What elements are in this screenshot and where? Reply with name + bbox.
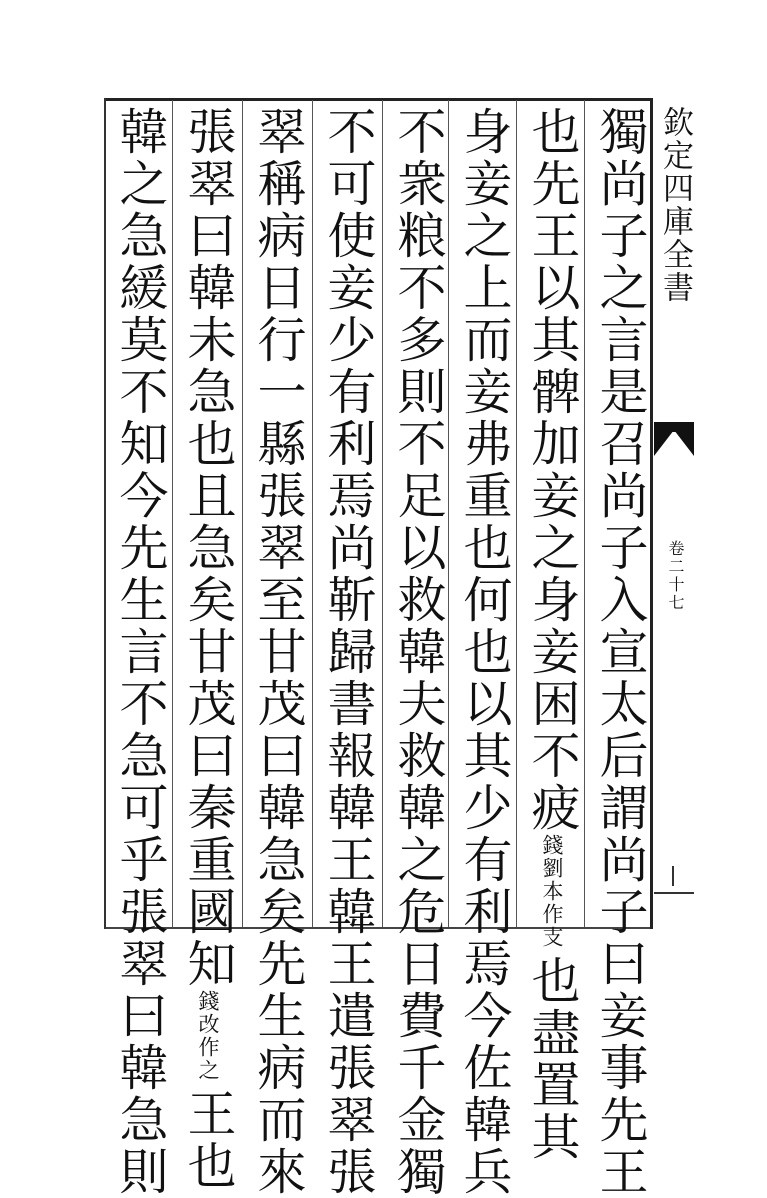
text-column-2 [520, 106, 584, 1163]
column-divider [516, 100, 517, 927]
text-column-7 [176, 106, 240, 1192]
column-text: 王也 [180, 1088, 237, 1192]
column-divider [382, 100, 383, 927]
left-border [104, 98, 106, 929]
column-text: 韓之急緩莫不知今先生言不急可乎張翠曰韓急則 [112, 106, 169, 1198]
column-divider [584, 100, 585, 927]
margin-tick [672, 866, 674, 886]
column-text: 張翠曰韓未急也且急矣甘茂曰秦重國知 [180, 106, 237, 990]
juan-number: 卷二十七 [666, 540, 685, 612]
column-text: 也盡置其 [524, 955, 581, 1163]
text-column-5 [316, 106, 380, 1198]
collation-note: 錢劉本作支 [540, 834, 564, 949]
column-divider [242, 100, 243, 927]
column-divider [312, 100, 313, 927]
top-border [104, 98, 652, 101]
margin-rule [654, 892, 694, 894]
page-margin [654, 100, 694, 927]
text-column-1 [588, 106, 652, 1198]
column-divider [172, 100, 173, 927]
column-text: 也先王以其髀加妾之身妾困不疲 [524, 106, 581, 834]
column-text: 不可使妾少有利焉尚靳歸書報韓王韓王遣張翠張 [320, 106, 377, 1198]
text-column-4 [386, 106, 450, 1198]
column-text: 身妾之上而妾弗重也何也以其少有利焉今佐韓兵 [456, 106, 513, 1198]
text-column-8 [108, 106, 172, 1198]
collation-note: 錢改作之 [196, 990, 220, 1082]
column-text: 獨尚子之言是召尚子入宣太后謂尚子曰妾事先王 [592, 106, 649, 1198]
fishtail-mark [654, 430, 694, 456]
book-title: 欽定四庫全書 [657, 106, 693, 304]
column-text: 不衆粮不多則不足以救韓夫救韓之危日費千金獨 [390, 106, 447, 1198]
text-column-6 [246, 106, 310, 1198]
text-column-3 [452, 106, 516, 1198]
column-text: 翠稱病日行一縣張翠至甘茂曰韓急矣先生病而來 [250, 106, 307, 1198]
